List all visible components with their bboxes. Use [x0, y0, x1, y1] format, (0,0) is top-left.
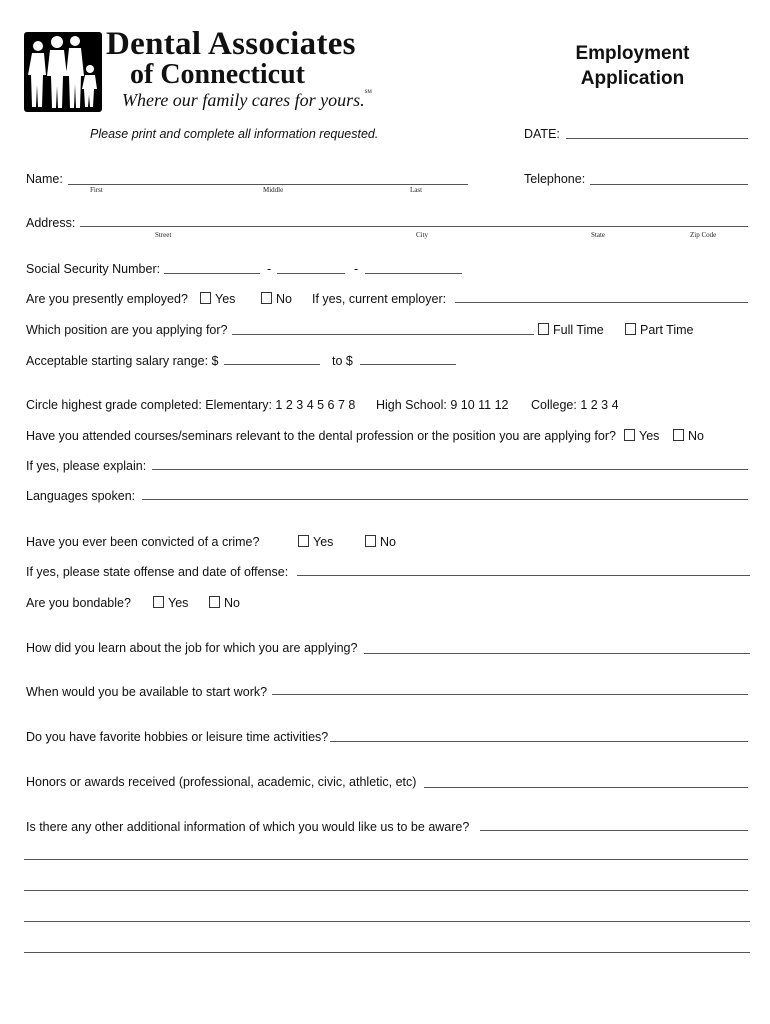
crime-no-checkbox[interactable]: [365, 535, 376, 547]
additional-field[interactable]: [480, 830, 748, 831]
telephone-label: Telephone:: [524, 172, 586, 186]
bondable-no-label: No: [224, 596, 240, 610]
additional-line-4[interactable]: [24, 952, 750, 953]
current-employer-label: If yes, current employer:: [312, 292, 447, 306]
part-time-label: Part Time: [640, 323, 694, 337]
telephone-field[interactable]: [590, 184, 748, 185]
offense-label: If yes, please state offense and date of offense:: [26, 565, 289, 579]
current-employer-field[interactable]: [455, 302, 748, 303]
first-caption: First: [90, 186, 103, 194]
ssn-field-part2[interactable]: [277, 273, 345, 274]
name-field[interactable]: [68, 184, 468, 185]
employed-yes-option[interactable]: [200, 292, 235, 306]
family-silhouette-icon: [24, 32, 102, 112]
crime-yes-option[interactable]: [298, 535, 333, 549]
ssn-field-part1[interactable]: [164, 273, 260, 274]
address-label: Address:: [26, 216, 76, 230]
part-time-option[interactable]: [625, 323, 694, 337]
crime-question: Have you ever been convicted of a crime?: [26, 535, 260, 549]
state-caption: State: [591, 231, 605, 239]
explain-field[interactable]: [152, 469, 748, 470]
middle-caption: Middle: [263, 186, 284, 194]
ssn-dash-1: -: [267, 262, 272, 276]
employed-yes-checkbox[interactable]: [200, 292, 211, 304]
crime-yes-checkbox[interactable]: [298, 535, 309, 547]
courses-yes-checkbox[interactable]: [624, 429, 635, 441]
brand-name-line1: Dental Associates: [106, 26, 356, 62]
service-mark: SM: [364, 90, 372, 95]
crime-yes-label: Yes: [313, 535, 334, 549]
learn-question: How did you learn about the job for which you are applying?: [26, 641, 358, 655]
tagline-text: Where our family cares for yours.: [122, 90, 365, 110]
start-field[interactable]: [272, 694, 748, 695]
employed-no-option[interactable]: [261, 292, 292, 306]
ssn-label: Social Security Number:: [26, 262, 161, 276]
additional-line-1[interactable]: [24, 859, 748, 860]
address-field[interactable]: [80, 226, 748, 227]
position-question: Which position are you applying for?: [26, 323, 228, 337]
courses-no-option[interactable]: [673, 429, 704, 443]
bondable-no-option[interactable]: [209, 596, 240, 610]
employed-yes-label: Yes: [215, 292, 236, 306]
date-field[interactable]: [566, 138, 748, 139]
education-college: College: 1 2 3 4: [531, 398, 619, 412]
ssn-dash-2: -: [354, 262, 359, 276]
offense-field[interactable]: [297, 575, 750, 576]
languages-label: Languages spoken:: [26, 489, 136, 503]
honors-field[interactable]: [424, 787, 748, 788]
date-label: DATE:: [524, 127, 560, 141]
additional-question: Is there any other additional information of which you would like us to be aware?: [26, 820, 470, 834]
employed-question: Are you presently employed?: [26, 292, 188, 306]
hobbies-question: Do you have favorite hobbies or leisure time activities?: [26, 730, 329, 744]
last-caption: Last: [410, 186, 423, 194]
employed-no-checkbox[interactable]: [261, 292, 272, 304]
honors-question: Honors or awards received (professional, academic, civic, athletic, etc): [26, 775, 417, 789]
part-time-checkbox[interactable]: [625, 323, 636, 335]
education-high-school: High School: 9 10 11 12: [376, 398, 509, 412]
bondable-yes-option[interactable]: [153, 596, 188, 610]
additional-line-3[interactable]: [24, 921, 750, 922]
hobbies-field[interactable]: [330, 741, 748, 742]
zip-caption: Zip Code: [690, 231, 717, 239]
salary-label: Acceptable starting salary range: $: [26, 354, 219, 368]
form-title: [540, 41, 725, 91]
salary-to-label: to $: [332, 354, 353, 368]
courses-no-checkbox[interactable]: [673, 429, 684, 441]
salary-to-field[interactable]: [360, 364, 456, 365]
bondable-yes-label: Yes: [168, 596, 189, 610]
instruction-text: Please print and complete all information requested.: [90, 127, 379, 141]
city-caption: City: [416, 231, 429, 239]
bondable-no-checkbox[interactable]: [209, 596, 220, 608]
brand-name-line2: of Connecticut: [130, 59, 305, 90]
courses-question: Have you attended courses/seminars relevant to the dental profession or the position you are applying for?: [26, 429, 616, 443]
education-elementary: Circle highest grade completed: Elementary: 1 2 3 4 5 6 7 8: [26, 398, 356, 412]
courses-no-label: No: [688, 429, 704, 443]
courses-yes-option[interactable]: [624, 429, 659, 443]
crime-no-option[interactable]: [365, 535, 396, 549]
languages-field[interactable]: [142, 499, 748, 500]
title-line1: Employment: [575, 43, 690, 64]
bondable-yes-checkbox[interactable]: [153, 596, 164, 608]
brand-tagline: [122, 90, 372, 111]
learn-field[interactable]: [364, 653, 750, 654]
street-caption: Street: [155, 231, 172, 239]
name-label: Name:: [26, 172, 63, 186]
ssn-field-part3[interactable]: [365, 273, 462, 274]
position-field[interactable]: [232, 334, 534, 335]
full-time-label: Full Time: [553, 323, 604, 337]
title-line2: Application: [580, 68, 685, 89]
crime-no-label: No: [380, 535, 396, 549]
bondable-question: Are you bondable?: [26, 596, 131, 610]
logo-family-silhouette: [24, 32, 102, 112]
salary-from-field[interactable]: [224, 364, 320, 365]
explain-label: If yes, please explain:: [26, 459, 147, 473]
start-question: When would you be available to start work?: [26, 685, 268, 699]
full-time-option[interactable]: [538, 323, 604, 337]
full-time-checkbox[interactable]: [538, 323, 549, 335]
additional-line-2[interactable]: [24, 890, 748, 891]
employed-no-label: No: [276, 292, 292, 306]
courses-yes-label: Yes: [639, 429, 660, 443]
